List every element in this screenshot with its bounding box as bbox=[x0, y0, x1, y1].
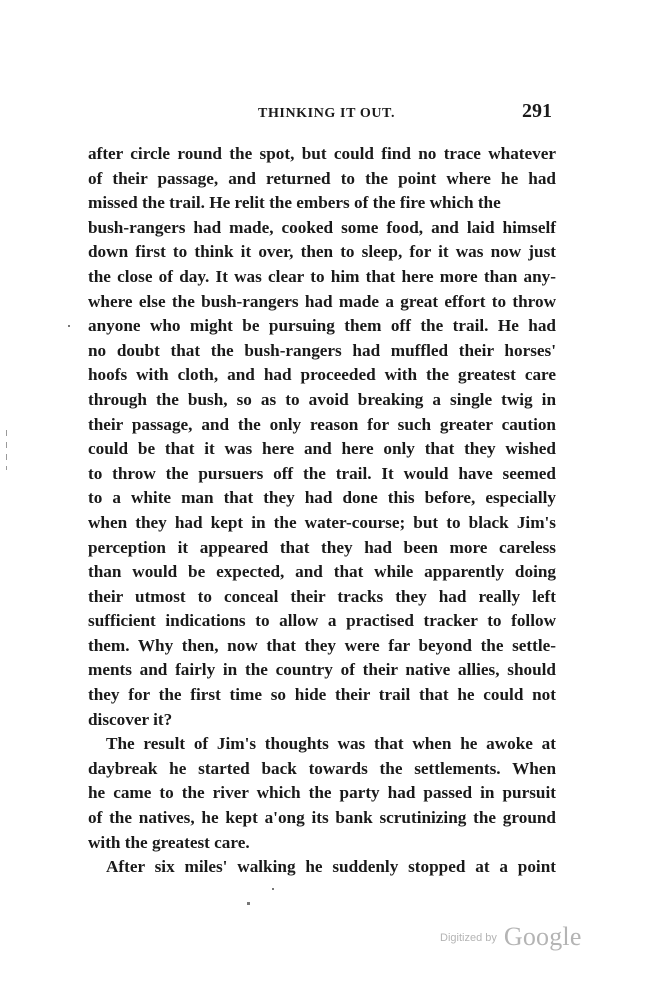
scan-speck bbox=[68, 325, 70, 327]
text-line: where else the bush-rangers had made a great effort to throw bbox=[88, 291, 556, 311]
google-logo: Google bbox=[503, 922, 582, 951]
text-line: through the bush, so as to avoid breaking a single twig in bbox=[88, 389, 556, 409]
text-line: to a white man that they had done this before, especially bbox=[88, 488, 556, 508]
text-line: to throw the pursuers off the trail. It would have seemed bbox=[88, 463, 556, 483]
text-line: daybreak he started back towards the settlements. When bbox=[88, 758, 556, 778]
text-line: of the natives, he kept a'ong its bank scrutinizing the ground bbox=[88, 808, 556, 828]
text-line: of their passage, and returned to the point where he had bbox=[88, 168, 556, 188]
paragraph-first-line: After six miles' walking he suddenly stopped at a point bbox=[106, 857, 556, 877]
text-line: when they had kept in the water-course; but to black Jim's bbox=[88, 512, 556, 532]
text-line: than would be expected, and that while apparently doing bbox=[88, 562, 556, 582]
text-line: the close of day. It was clear to him that here more than any- bbox=[88, 266, 556, 286]
text-line: down first to think it over, then to sleep, for it was now just bbox=[88, 242, 556, 262]
text-line: could be that it was here and here only that they wished bbox=[88, 439, 556, 459]
running-head bbox=[88, 100, 556, 130]
text-line: after circle round the spot, but could find no trace whatever bbox=[88, 144, 556, 163]
scan-speck bbox=[247, 902, 250, 905]
text-line: with the greatest care. bbox=[88, 832, 250, 852]
text-line: discover it? bbox=[88, 709, 173, 729]
text-line: perception it appeared that they had been more careless bbox=[88, 537, 556, 557]
running-title: THINKING IT OUT. bbox=[258, 106, 396, 121]
page-number: 291 bbox=[522, 100, 552, 122]
scan-speck bbox=[272, 888, 274, 890]
text-line: their passage, and the only reason for such greater caution bbox=[88, 414, 556, 434]
paragraph-first-line: The result of Jim's thoughts was that when he awoke at bbox=[106, 734, 556, 754]
text-line: hoofs with cloth, and had proceeded with the greatest care bbox=[88, 365, 556, 385]
text-line: their utmost to conceal their tracks they had really left bbox=[88, 586, 556, 606]
text-line: they for the first time so hide their trail that he could not bbox=[88, 685, 556, 705]
text-line: anyone who might be pursuing them off the trail. He had bbox=[88, 316, 556, 336]
scan-margin-mark bbox=[6, 430, 7, 470]
text-line: no doubt that the bush-rangers had muffled their horses' bbox=[88, 340, 556, 360]
text-line: he came to the river which the party had passed in pursuit bbox=[88, 783, 556, 803]
digitized-by-watermark bbox=[440, 922, 582, 952]
body-text bbox=[88, 142, 556, 880]
watermark-prefix: Digitized by bbox=[440, 932, 497, 944]
text-line: them. Why then, now that they were far beyond the settle- bbox=[88, 635, 556, 655]
text-line: sufficient indications to allow a practised tracker to follow bbox=[88, 611, 556, 631]
text-line: missed the trail. He relit the embers of the fire which the bbox=[88, 193, 501, 213]
text-line: ments and fairly in the country of their native allies, should bbox=[88, 660, 556, 680]
text-line: bush-rangers had made, cooked some food, and laid himself bbox=[88, 217, 556, 237]
